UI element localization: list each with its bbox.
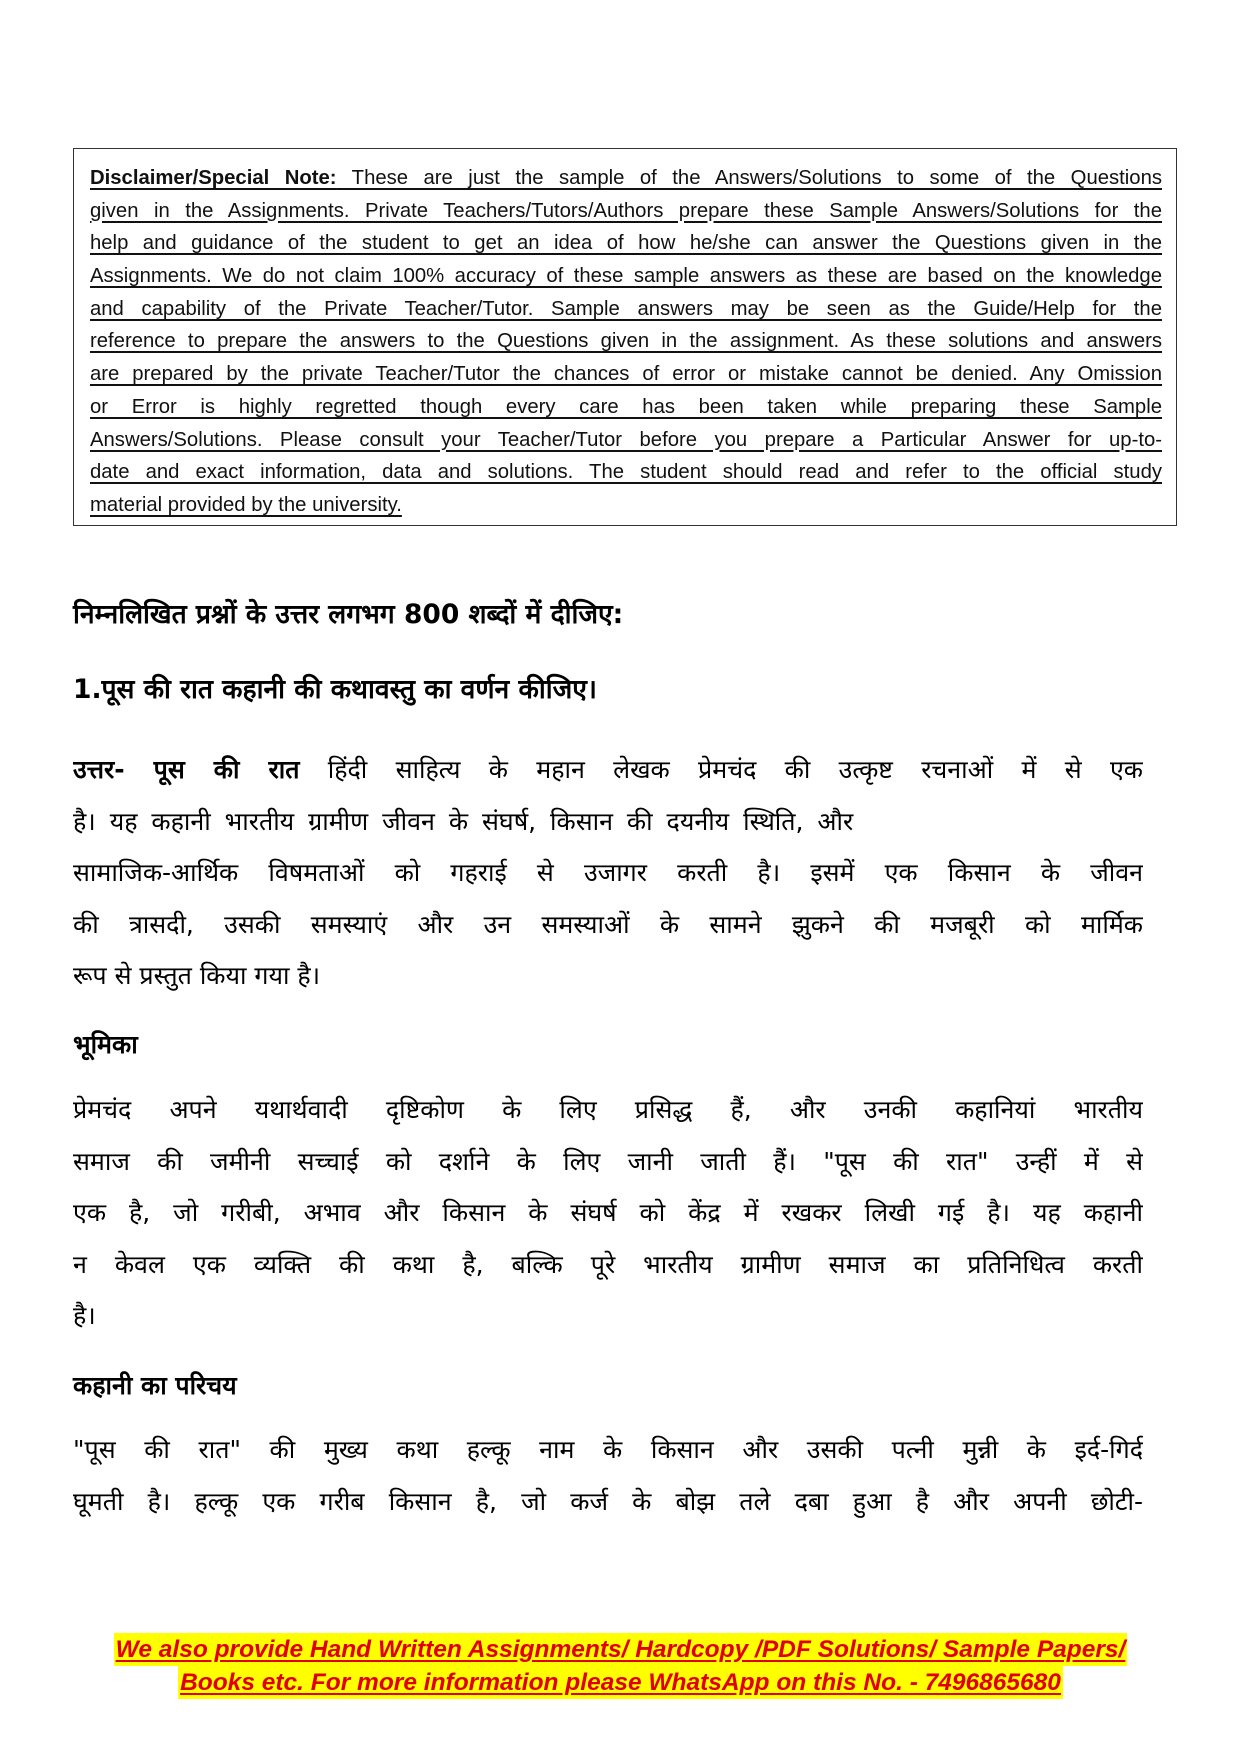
disclaimer-line: help and guidance of the student to get an idea of how he/she can answer the Questions given in the [90,232,1162,255]
answer-label: उत्तर- पूस की रात [73,755,300,784]
para-line [73,744,1143,796]
disclaimer-line: Answers/Solutions. Please consult your Teacher/Tutor before you prepare a Particular Answer for up-to- [90,428,1162,451]
instruction-heading: निम्नलिखित प्रश्नों के उत्तर लगभग 800 शब्दों में दीजिए: [73,599,624,630]
disclaimer-line: are prepared by the private Teacher/Tutor the chances of error or mistake cannot be denied. Any Omission [90,363,1162,386]
section-heading-kahani-parichay: कहानी का परिचय [73,1371,237,1400]
disclaimer-line [90,162,1162,195]
disclaimer-line: or Error is highly regretted though every care has been taken while preparing these Sample [90,395,1162,418]
para-line: सामाजिक-आर्थिक विषमताओं को गहराई से उजागर करती है। इसमें एक किसान के जीवन [73,858,1143,887]
para-line: प्रेमचंद अपने यथार्थवादी दृष्टिकोण के लिए प्रसिद्ध हैं, और उनकी कहानियां भारतीय [73,1095,1143,1124]
para-line: घूमती है। हल्कू एक गरीब किसान है, जो कर्ज के बोझ तले दबा हुआ है और अपनी छोटी- [73,1486,1143,1516]
section-heading-bhumika: भूमिका [73,1030,138,1059]
para-line: रूप से प्रस्तुत किया गया है। [73,961,321,990]
answer-paragraph [73,744,1143,1002]
disclaimer-text: These are just the sample of the Answers/Solutions to some of the Questions [336,167,1162,189]
para-line: "पूस की रात" की मुख्य कथा हल्कू नाम के किसान और उसकी पत्नी मुन्नी के इर्द-गिर्द [73,1435,1143,1464]
para-line: है। यह कहानी भारतीय ग्रामीण जीवन के संघर्ष, किसान की दयनीय स्थिति, और [73,806,854,836]
parichay-paragraph [73,1424,1143,1527]
para-line: है। [73,1301,96,1330]
footer-line-2: Books etc. For more information please WhatsApp on this No. - 7496865680 [178,1666,1063,1699]
disclaimer-line: given in the Assignments. Private Teachers/Tutors/Authors prepare these Sample Answers/Solutions for the [90,199,1162,222]
footer-line-1: We also provide Hand Written Assignments/ Hardcopy /PDF Solutions/ Sample Papers/ [114,1633,1128,1666]
para-line: न केवल एक व्यक्ति की कथा है, बल्कि पूरे भारतीय ग्रामीण समाज का प्रतिनिधित्व करती [73,1249,1143,1279]
answer-text: हिंदी साहित्य के महान लेखक प्रेमचंद की उत्कृष्ट रचनाओं में से एक [299,755,1143,784]
para-line: समाज की जमीनी सच्चाई को दर्शाने के लिए जानी जाती हैं। "पूस की रात" उन्हीं में से [73,1146,1143,1176]
para-line: एक है, जो गरीबी, अभाव और किसान के संघर्ष को केंद्र में रखकर लिखी गई है। यह कहानी [73,1198,1143,1227]
disclaimer-box [73,148,1177,526]
disclaimer-line: and capability of the Private Teacher/Tutor. Sample answers may be seen as the Guide/Help for the [90,297,1162,320]
bhumika-paragraph [73,1084,1143,1342]
disclaimer-line: material provided by the university. [90,493,402,516]
disclaimer-line: date and exact information, data and solutions. The student should read and refer to the official study [90,461,1162,484]
disclaimer-line: Assignments. We do not claim 100% accuracy of these sample answers as these are based on the knowledge [90,265,1162,288]
para-line: की त्रासदी, उसकी समस्याएं और उन समस्याओं के सामने झुकने की मजबूरी को मार्मिक [73,909,1143,939]
disclaimer-lead: Disclaimer/Special Note: [90,167,337,189]
footer-promo [0,1633,1241,1699]
disclaimer-line: reference to prepare the answers to the Questions given in the assignment. As these solutions and answers [90,330,1162,353]
question-heading: 1.पूस की रात कहानी की कथावस्तु का वर्णन कीजिए। [73,674,597,705]
